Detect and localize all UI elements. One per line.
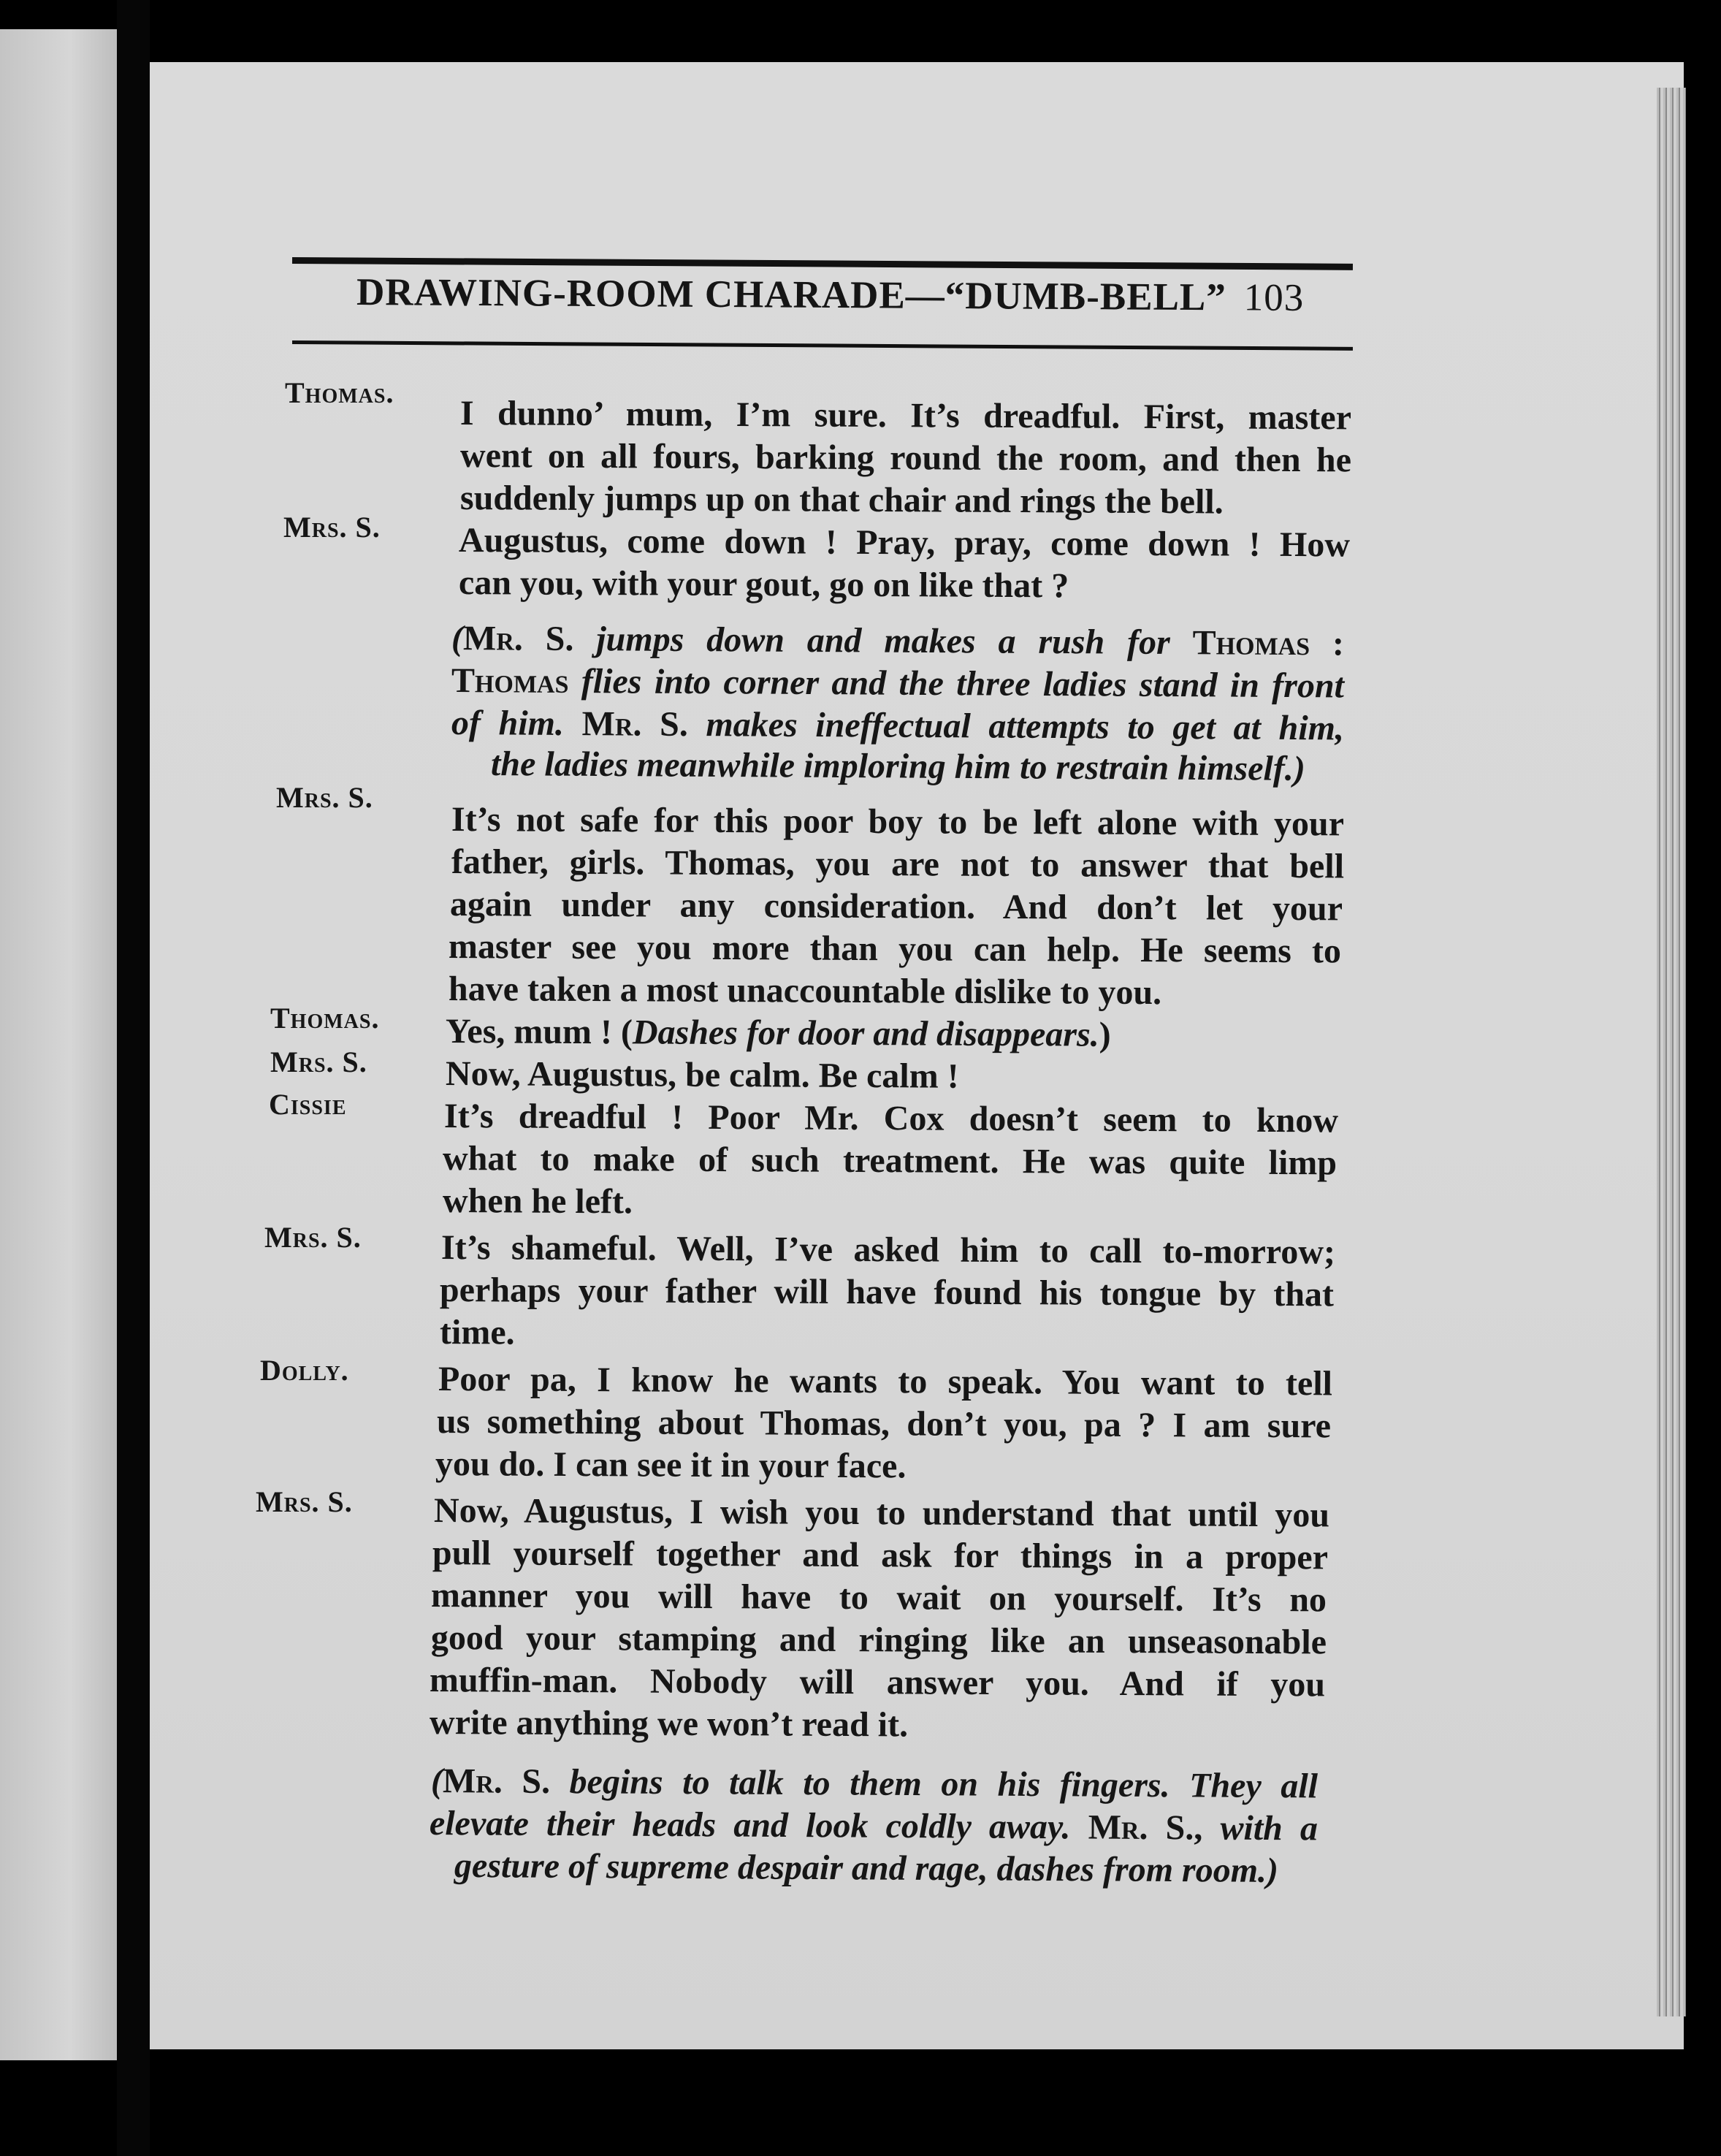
speaker-label: Mrs. S.: [276, 781, 373, 814]
dialogue-line: It’s dreadful ! Poor Mr. Cox doesn’t seem to know: [443, 1097, 1339, 1140]
page-stack-edge: [1657, 88, 1686, 2016]
dialogue-line: muffin-man. Nobody will answer you. And if you: [429, 1661, 1326, 1704]
book-gutter: [117, 0, 150, 2156]
facing-page-edge: [0, 29, 117, 2060]
dialogue-line: write anything we won’t read it.: [429, 1703, 909, 1745]
running-header: [356, 270, 1362, 349]
speaker-label: Mrs. S.: [283, 511, 381, 544]
speaker-label: Mrs. S.: [256, 1485, 353, 1518]
dialogue-line: when he left.: [442, 1181, 633, 1222]
dialogue-line: It’s not safe for this poor boy to be left alone with your: [451, 800, 1345, 844]
dialogue-line: went on all fours, barking round the room, and then he: [459, 436, 1352, 480]
dialogue-line: Now, Augustus, I wish you to understand that until you: [433, 1491, 1330, 1535]
dialogue-line: I dunno’ mum, I’m sure. It’s dreadful. First, master: [459, 394, 1352, 438]
dialogue-line: again under any consideration. And don’t let your: [449, 885, 1343, 929]
speaker-label: Thomas.: [285, 376, 394, 409]
page-number: 103: [1243, 276, 1305, 319]
dialogue-line: manner you will have to wait on yourself. It’s no: [430, 1576, 1327, 1620]
speaker-label: Mrs. S.: [270, 1045, 367, 1078]
dialogue-line: have taken a most unaccountable dislike to you.: [448, 970, 1162, 1013]
stage-direction-line: (Mr. S. begins to talk to them on his fingers. They all: [430, 1761, 1319, 1806]
speaker-label: Dolly.: [260, 1354, 349, 1387]
stage-direction-line: (Mr. S. jumps down and makes a rush for Thomas :: [451, 619, 1345, 663]
dialogue-line: time.: [439, 1313, 515, 1352]
header-title: DRAWING-ROOM CHARADE—“DUMB-BELL”: [356, 271, 1226, 319]
dialogue-line: master see you more than you can help. He seems to: [448, 927, 1342, 971]
dialogue-line: perhaps your father will have found his tongue by that: [439, 1271, 1335, 1314]
dialogue-line: father, girls. Thomas, you are not to answer that bell: [451, 842, 1345, 886]
dialogue-line: It’s shameful. Well, I’ve asked him to call to-morrow;: [440, 1228, 1336, 1272]
stage-direction-line: gesture of supreme despair and rage, dashes from room.): [454, 1846, 1279, 1890]
dialogue-line: Augustus, come down ! Pray, pray, come down ! How: [458, 521, 1351, 565]
dialogue-line: can you, with your gout, go on like that ?: [458, 563, 1069, 606]
dialogue-line: Yes, mum ! (Dashes for door and disappears.): [445, 1012, 1111, 1054]
dialogue-line: Now, Augustus, be calm. Be calm !: [445, 1054, 959, 1096]
speaker-label: Thomas.: [270, 1002, 380, 1035]
stage-direction-line: of him. Mr. S. makes ineffectual attempts to get at him,: [451, 704, 1345, 748]
dialogue-line: suddenly jumps up on that chair and rings the bell.: [459, 479, 1224, 522]
dialogue-line: us something about Thomas, don’t you, pa ? I am sure: [436, 1402, 1332, 1446]
speaker-label: Cissie: [269, 1088, 347, 1121]
dialogue-line: good your stamping and ringing like an unseasonable: [430, 1618, 1327, 1662]
stage-direction-line: elevate their heads and look coldly away. Mr. S., with a: [429, 1804, 1319, 1848]
dialogue-line: pull yourself together and ask for things in a proper: [432, 1534, 1329, 1577]
dialogue-line: Poor pa, I know he wants to speak. You want to tell: [438, 1360, 1333, 1403]
stage-direction-line: Thomas flies into corner and the three ladies stand in front: [451, 661, 1345, 706]
speaker-label: Mrs. S.: [264, 1221, 362, 1254]
dialogue-line: what to make of such treatment. He was quite limp: [442, 1139, 1338, 1183]
dialogue-line: you do. I can see it in your face.: [435, 1444, 907, 1486]
stage-direction-line: the ladies meanwhile imploring him to restrain himself.): [490, 744, 1305, 788]
